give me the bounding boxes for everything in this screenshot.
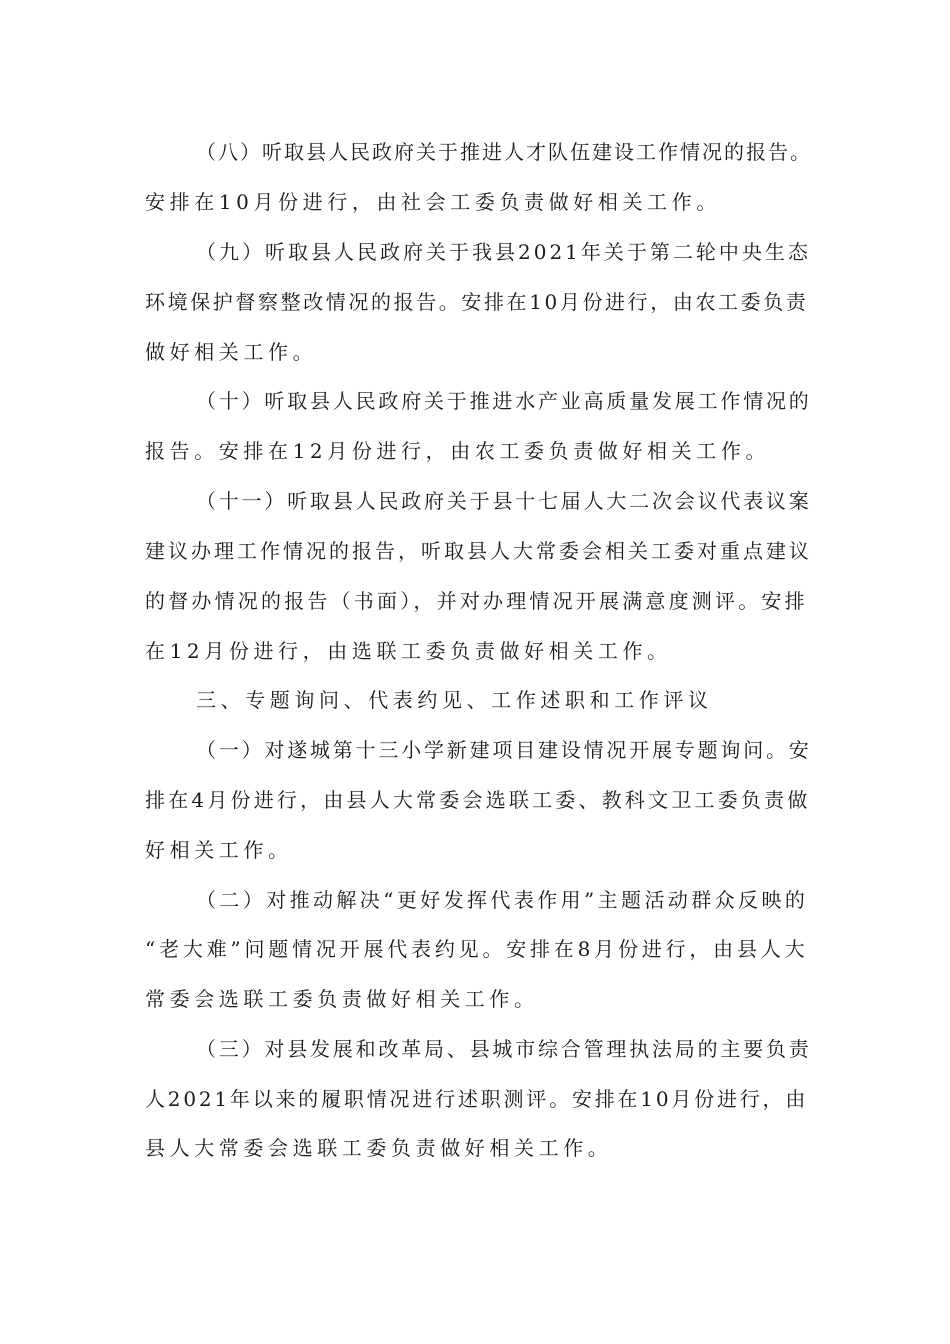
item-3-line-3: 县人大常委会选联工委负责做好相关工作。: [145, 1136, 613, 1160]
item-3-line-2: 人2021年以来的履职情况进行述职测评。安排在10月份进行，由: [145, 1087, 809, 1111]
item-1-line-1: （一）对遂城第十三小学新建项目建设情况开展专题询问。安: [196, 738, 812, 762]
item-2-line-2: “老大难”问题情况开展代表约见。安排在8月份进行，由县人大: [145, 937, 809, 961]
para-8-line-2: 安排在10月份进行，由社会工委负责做好相关工作。: [145, 190, 721, 214]
para-11-line-2: 建议办理工作情况的报告，听取县人大常委会相关工委对重点建议: [145, 539, 812, 563]
para-9-line-1: （九）听取县人民政府关于我县2021年关于第二轮中央生态: [196, 240, 811, 264]
item-1-line-3: 好相关工作。: [145, 838, 293, 862]
para-11-line-1: （十一）听取县人民政府关于县十七届人大二次会议代表议案: [196, 489, 812, 513]
para-11-line-3: 的督办情况的报告（书面），并对办理情况开展满意度测评。安排: [145, 589, 808, 613]
item-3-line-1: （三）对县发展和改革局、县城市综合管理执法局的主要负责: [196, 1037, 812, 1061]
para-9-line-2: 环境保护督察整改情况的报告。安排在10月份进行，由农工委负责: [145, 290, 809, 314]
section-3-heading: 三、专题询问、代表约见、工作述职和工作评议: [196, 688, 713, 712]
para-8-line-1: （八）听取县人民政府关于推进人才队伍建设工作情况的报告。: [196, 140, 812, 164]
item-2-line-1: （二）对推动解决“更好发挥代表作用”主题活动群众反映的: [196, 888, 809, 912]
para-11-line-4: 在12月份进行，由选联工委负责做好相关工作。: [145, 639, 672, 663]
item-2-line-3: 常委会选联工委负责做好相关工作。: [145, 987, 539, 1011]
para-9-line-3: 做好相关工作。: [145, 340, 318, 364]
para-10-line-2: 报告。安排在12月份进行，由农工委负责做好相关工作。: [145, 439, 771, 463]
item-1-line-2: 排在4月份进行，由县人大常委会选联工委、教科文卫工委负责做: [145, 788, 811, 812]
para-10-line-1: （十）听取县人民政府关于推进水产业高质量发展工作情况的: [196, 389, 812, 413]
